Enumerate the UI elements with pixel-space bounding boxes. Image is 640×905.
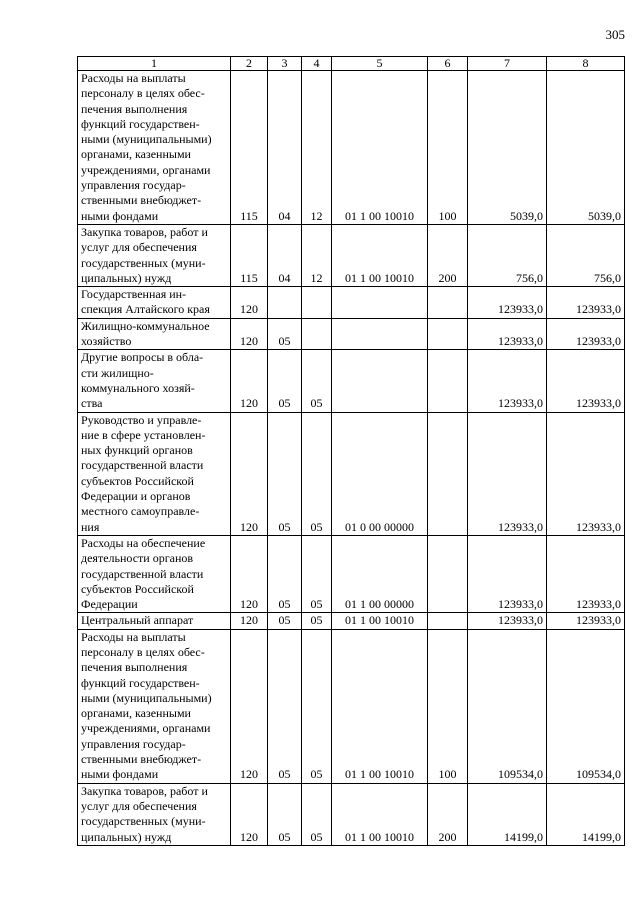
row-name-cell — [78, 613, 231, 629]
row-name-cell — [78, 535, 231, 612]
row-name-line: управления государ- — [81, 178, 186, 193]
amount-cell: 756,0 — [468, 224, 547, 286]
row-name-line: персоналу в целях обес- — [81, 86, 205, 101]
expense-type-cell: 200 — [428, 783, 468, 845]
row-name-line: Федерации — [81, 597, 138, 612]
target-article-cell: 01 0 00 00000 — [332, 412, 428, 535]
subsection-cell: 12 — [302, 71, 332, 225]
subsection-cell: 05 — [302, 783, 332, 845]
row-name-cell — [78, 412, 231, 535]
target-article-cell: 01 1 00 10010 — [332, 629, 428, 783]
row-name-line: ния — [81, 519, 100, 534]
row-name-line: печения выполнения — [81, 101, 188, 116]
row-name-line: управления государ- — [81, 736, 186, 751]
amount-cell: 5039,0 — [547, 71, 625, 225]
admin-code-cell: 120 — [231, 535, 268, 612]
table-row — [78, 629, 625, 783]
row-name-line: органами, казенными — [81, 706, 191, 721]
row-name-line: местного самоуправле- — [81, 504, 200, 519]
header-cell: 5 — [332, 57, 428, 71]
admin-code-cell: 120 — [231, 350, 268, 412]
section-cell: 04 — [268, 71, 302, 225]
admin-code-cell: 115 — [231, 224, 268, 286]
admin-code-cell: 120 — [231, 412, 268, 535]
amount-cell: 123933,0 — [547, 613, 625, 629]
row-name-line: ственными внебюджет- — [81, 193, 202, 208]
row-name-line: ными (муниципальными) — [81, 132, 212, 147]
expense-type-cell: 100 — [428, 71, 468, 225]
target-article-cell — [332, 318, 428, 350]
row-name-line: персоналу в целях обес- — [81, 644, 205, 659]
target-article-cell: 01 1 00 10010 — [332, 783, 428, 845]
admin-code-cell: 120 — [231, 629, 268, 783]
header-cell: 2 — [231, 57, 268, 71]
table-row — [78, 613, 625, 629]
expense-type-cell: 200 — [428, 224, 468, 286]
target-article-cell: 01 1 00 10010 — [332, 224, 428, 286]
row-name-line: государственных (муни- — [81, 255, 206, 270]
row-name-line: ных функций органов — [81, 443, 193, 458]
amount-cell: 109534,0 — [547, 629, 625, 783]
table-row — [78, 350, 625, 412]
subsection-cell: 05 — [302, 629, 332, 783]
row-name-cell — [78, 350, 231, 412]
row-name-line: Закупка товаров, работ и — [81, 783, 208, 798]
amount-cell: 123933,0 — [547, 412, 625, 535]
amount-cell: 123933,0 — [468, 535, 547, 612]
row-name-line: Расходы на выплаты — [81, 629, 186, 644]
row-name-line: Расходы на обеспечение — [81, 535, 206, 550]
row-name-line: государственной власти — [81, 458, 204, 473]
budget-table — [77, 56, 625, 846]
row-name-line: функций государствен- — [81, 116, 200, 131]
header-cell: 7 — [468, 57, 547, 71]
header-row — [78, 57, 625, 71]
amount-cell: 5039,0 — [468, 71, 547, 225]
expense-type-cell — [428, 318, 468, 350]
amount-cell: 123933,0 — [547, 350, 625, 412]
amount-cell: 123933,0 — [468, 412, 547, 535]
subsection-cell: 05 — [302, 412, 332, 535]
amount-cell: 109534,0 — [468, 629, 547, 783]
subsection-cell — [302, 318, 332, 350]
expense-type-cell: 100 — [428, 629, 468, 783]
subsection-cell: 05 — [302, 535, 332, 612]
row-name-line: функций государствен- — [81, 675, 200, 690]
table-row — [78, 535, 625, 612]
row-name-line: субъектов Российской — [81, 473, 194, 488]
amount-cell: 123933,0 — [468, 318, 547, 350]
section-cell: 05 — [268, 350, 302, 412]
row-name-line: государственной власти — [81, 566, 204, 581]
amount-cell: 123933,0 — [468, 613, 547, 629]
target-article-cell — [332, 287, 428, 319]
row-name-line: Государственная ин- — [81, 287, 187, 302]
row-name-cell — [78, 287, 231, 319]
amount-cell: 123933,0 — [547, 318, 625, 350]
amount-cell: 14199,0 — [468, 783, 547, 845]
header-cell: 6 — [428, 57, 468, 71]
admin-code-cell: 120 — [231, 783, 268, 845]
row-name-line: Расходы на выплаты — [81, 71, 186, 85]
section-cell: 04 — [268, 224, 302, 286]
header-cell: 8 — [547, 57, 625, 71]
header-cell: 1 — [78, 57, 231, 71]
row-name-line: ства — [81, 396, 103, 411]
table-row — [78, 287, 625, 319]
amount-cell: 123933,0 — [468, 287, 547, 319]
table-row — [78, 318, 625, 350]
row-name-line: учреждениями, органами — [81, 721, 211, 736]
subsection-cell: 05 — [302, 350, 332, 412]
row-name-line: услуг для обеспечения — [81, 798, 197, 813]
row-name-line: государственных (муни- — [81, 814, 206, 829]
table-row — [78, 412, 625, 535]
row-name-line: ными фондами — [81, 767, 159, 782]
row-name-line: Центральный аппарат — [81, 613, 194, 628]
amount-cell: 14199,0 — [547, 783, 625, 845]
admin-code-cell: 120 — [231, 613, 268, 629]
admin-code-cell: 120 — [231, 318, 268, 350]
amount-cell: 123933,0 — [547, 287, 625, 319]
row-name-cell — [78, 629, 231, 783]
section-cell: 05 — [268, 629, 302, 783]
row-name-line: спекция Алтайского края — [81, 302, 210, 317]
subsection-cell: 12 — [302, 224, 332, 286]
row-name-line: коммунального хозяй- — [81, 380, 195, 395]
table-row — [78, 783, 625, 845]
page-number: 305 — [605, 27, 625, 42]
row-name-line: учреждениями, органами — [81, 162, 211, 177]
expense-type-cell — [428, 287, 468, 319]
row-name-line: печения выполнения — [81, 660, 188, 675]
section-cell: 05 — [268, 613, 302, 629]
row-name-line: субъектов Российской — [81, 581, 194, 596]
expense-type-cell — [428, 412, 468, 535]
table-row — [78, 224, 625, 286]
amount-cell: 123933,0 — [468, 350, 547, 412]
section-cell: 05 — [268, 318, 302, 350]
admin-code-cell: 120 — [231, 287, 268, 319]
header-cell: 4 — [302, 57, 332, 71]
row-name-line: ние в сфере установлен- — [81, 427, 206, 442]
row-name-line: Федерации и органов — [81, 489, 191, 504]
section-cell — [268, 287, 302, 319]
row-name-cell — [78, 71, 231, 225]
section-cell: 05 — [268, 783, 302, 845]
target-article-cell: 01 1 00 10010 — [332, 613, 428, 629]
target-article-cell — [332, 350, 428, 412]
section-cell: 05 — [268, 412, 302, 535]
header-cell: 3 — [268, 57, 302, 71]
row-name-cell — [78, 783, 231, 845]
target-article-cell: 01 1 00 00000 — [332, 535, 428, 612]
row-name-line: ственными внебюджет- — [81, 752, 202, 767]
row-name-line: Жилищно-коммунальное — [81, 318, 210, 333]
row-name-line: ципальных) нужд — [81, 829, 172, 844]
row-name-line: ципальных) нужд — [81, 270, 172, 285]
target-article-cell: 01 1 00 10010 — [332, 71, 428, 225]
section-cell: 05 — [268, 535, 302, 612]
expense-type-cell — [428, 535, 468, 612]
amount-cell: 756,0 — [547, 224, 625, 286]
row-name-line: Закупка товаров, работ и — [81, 224, 208, 239]
amount-cell: 123933,0 — [547, 535, 625, 612]
row-name-line: Руководство и управле- — [81, 412, 202, 427]
row-name-line: хозяйство — [81, 334, 132, 349]
row-name-line: Другие вопросы в обла- — [81, 350, 204, 365]
row-name-line: органами, казенными — [81, 147, 191, 162]
row-name-line: ными фондами — [81, 208, 159, 223]
expense-type-cell — [428, 613, 468, 629]
admin-code-cell: 115 — [231, 71, 268, 225]
row-name-cell — [78, 318, 231, 350]
row-name-line: сти жилищно- — [81, 365, 154, 380]
subsection-cell: 05 — [302, 613, 332, 629]
expense-type-cell — [428, 350, 468, 412]
row-name-line: услуг для обеспечения — [81, 240, 197, 255]
row-name-line: деятельности органов — [81, 551, 194, 566]
table-row — [78, 71, 625, 225]
subsection-cell — [302, 287, 332, 319]
row-name-line: ными (муниципальными) — [81, 690, 212, 705]
row-name-cell — [78, 224, 231, 286]
